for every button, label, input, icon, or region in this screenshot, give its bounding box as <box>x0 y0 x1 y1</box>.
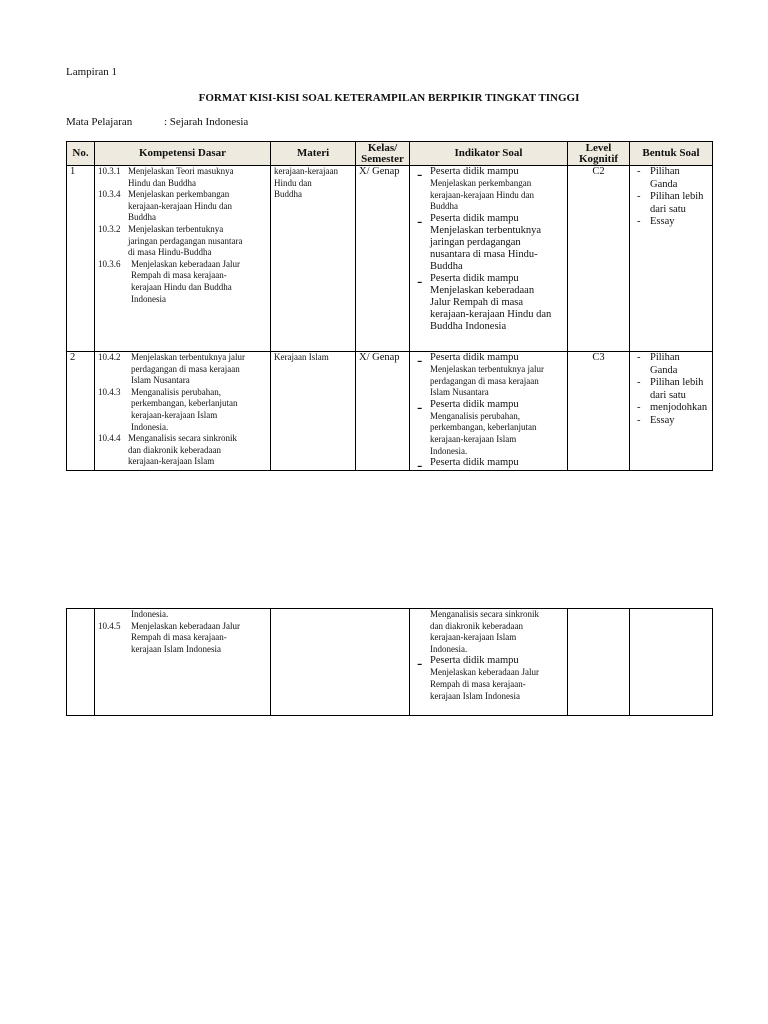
mata-pelajaran-value: : Sejarah Indonesia <box>164 116 249 128</box>
col-header-kelas: Kelas/ <box>367 141 398 154</box>
indikator-soal-cell <box>410 166 568 352</box>
indikator-item: - Peserta didik mampu <box>413 457 564 469</box>
row-number: 2 <box>67 352 95 471</box>
kd-item: 10.4.2 Menjelaskan terbentuknya jalur perdagangan di masa kerajaan Islam Nusantara <box>98 352 245 386</box>
bentuk-soal-cell <box>630 352 713 471</box>
col-header-materi: Materi <box>271 142 356 166</box>
indikator-list <box>413 166 564 333</box>
level-kognitif-cell <box>568 609 630 716</box>
row-number: 1 <box>67 166 95 352</box>
materi-kelas-cell <box>271 609 410 716</box>
indikator-list <box>413 352 564 469</box>
kd-code: 10.3.2 <box>98 223 121 234</box>
col-header-bentuk-soal: Bentuk Soal <box>630 142 713 166</box>
bentuk-soal-item: - Pilihan Ganda <box>633 352 709 377</box>
indikator-item: - Peserta didik mampu Menjelaskan keberadaan Jalur Rempah di masa kerajaan- kerajaan Islam Indonesia <box>413 655 564 702</box>
kd-item: 10.4.3 Menganalisis perubahan, perkembangan, keberlanjutan kerajaan-kerajaan Islam Indonesia. <box>98 386 238 432</box>
indikator-list <box>413 609 564 702</box>
kd-code: 10.4.5 <box>98 620 121 631</box>
bentuk-soal-cell <box>630 166 713 352</box>
col-header-level-kognitif <box>568 142 630 166</box>
kd-item: 10.4.4 Menganalisis secara sinkronik dan diakronik keberadaan kerajaan-kerajaan Islam <box>98 433 237 467</box>
indikator-carryover: Menganalisis secara sinkronik dan diakronik keberadaan kerajaan-kerajaan Islam Indonesia. <box>430 609 539 654</box>
kelas-semester-cell: X/ Genap <box>356 352 410 471</box>
kd-code: 10.3.1 <box>98 166 121 176</box>
row-number <box>67 609 95 716</box>
bentuk-soal-item: - Pilihan lebih dari satu <box>633 377 709 402</box>
level-kognitif-cell: C3 <box>568 352 630 471</box>
kd-item: 10.4.5 Menjelaskan keberadaan Jalur Rempah di masa kerajaan- kerajaan Islam Indonesia <box>98 620 240 654</box>
col-header-indikator-soal: Indikator Soal <box>410 142 568 166</box>
kd-item: 10.3.2 Menjelaskan terbentuknya jaringan perdagangan nusantara di masa Hindu-Buddha <box>98 223 243 258</box>
kd-code: 10.4.4 <box>98 433 121 444</box>
materi-cell: kerajaan-kerajaan Hindu dan Buddha <box>271 166 356 352</box>
bentuk-soal-item: - menjodohkan <box>633 402 709 415</box>
indikator-item: - Peserta didik mampu Menjelaskan terbentuknya jalur perdagangan di masa kerajaan Islam Nusantara <box>413 352 564 399</box>
table-row <box>67 166 713 352</box>
kompetensi-dasar-cell <box>95 609 271 716</box>
bentuk-soal-item: - Essay <box>633 216 709 229</box>
mata-pelajaran-row <box>66 116 249 128</box>
col-header-semester: Semester <box>361 152 404 165</box>
kelas-semester-cell: X/ Genap <box>356 166 410 352</box>
kd-code: 10.4.2 <box>98 352 121 362</box>
bentuk-soal-item: - Pilihan lebih dari satu <box>633 191 709 216</box>
kd-code: 10.3.6 <box>98 258 121 269</box>
indikator-item: - Peserta didik mampu Menjelaskan keberadaan Jalur Rempah di masa kerajaan-kerajaan Hindu dan Buddha Indonesia <box>413 273 564 333</box>
kd-carryover: Indonesia. <box>131 609 169 619</box>
indikator-soal-cell <box>410 609 568 716</box>
document-title: FORMAT KISI-KISI SOAL KETERAMPILAN BERPIKIR TINGKAT TINGGI <box>198 92 580 104</box>
kompetensi-dasar-cell <box>95 352 271 471</box>
col-header-kompetensi-dasar: Kompetensi Dasar <box>95 142 271 166</box>
bentuk-soal-list <box>633 166 709 229</box>
indikator-soal-cell <box>410 352 568 471</box>
col-header-level: Level <box>585 141 612 154</box>
bentuk-soal-item: - Pilihan Ganda <box>633 166 709 191</box>
materi-cell: Kerajaan Islam <box>271 352 356 471</box>
kisi-kisi-table-continuation <box>66 608 713 716</box>
col-header-kognitif: Kognitif <box>578 152 619 165</box>
kd-item: 10.3.6 Menjelaskan keberadaan Jalur Rempah di masa kerajaan- kerajaan Hindu dan Buddha Indonesia <box>98 258 240 304</box>
kd-item: 10.3.4 Menjelaskan perkembangan kerajaan-kerajaan Hindu dan Buddha <box>98 189 232 223</box>
indikator-item: - Peserta didik mampu Menjelaskan terbentuknya jaringan perdagangan nusantara di masa Hindu- Buddha <box>413 213 564 273</box>
kd-item: 10.3.1 Menjelaskan Teori masuknya Hindu dan Buddha <box>98 166 234 188</box>
mata-pelajaran-label: Mata Pelajaran <box>66 116 133 128</box>
table-row <box>67 609 713 716</box>
indikator-item: - Peserta didik mampu Menganalisis perubahan, perkembangan, keberlanjutan kerajaan-kerajaan Islam Indonesia. <box>413 399 564 457</box>
level-kognitif-cell: C2 <box>568 166 630 352</box>
table-row <box>67 352 713 471</box>
col-header-no: No. <box>67 142 95 166</box>
bentuk-soal-item: - Essay <box>633 415 709 428</box>
table-header-row <box>67 142 713 166</box>
kd-code: 10.4.3 <box>98 386 121 397</box>
indikator-item: - Peserta didik mampu Menjelaskan perkembangan kerajaan-kerajaan Hindu dan Buddha <box>413 166 564 213</box>
col-header-kelas-semester <box>356 142 410 166</box>
kd-code: 10.3.4 <box>98 189 121 200</box>
kompetensi-dasar-cell <box>95 166 271 352</box>
kisi-kisi-table <box>66 141 713 471</box>
bentuk-soal-list <box>633 352 709 428</box>
bentuk-soal-cell <box>630 609 713 716</box>
lampiran-label: Lampiran 1 <box>66 66 118 78</box>
